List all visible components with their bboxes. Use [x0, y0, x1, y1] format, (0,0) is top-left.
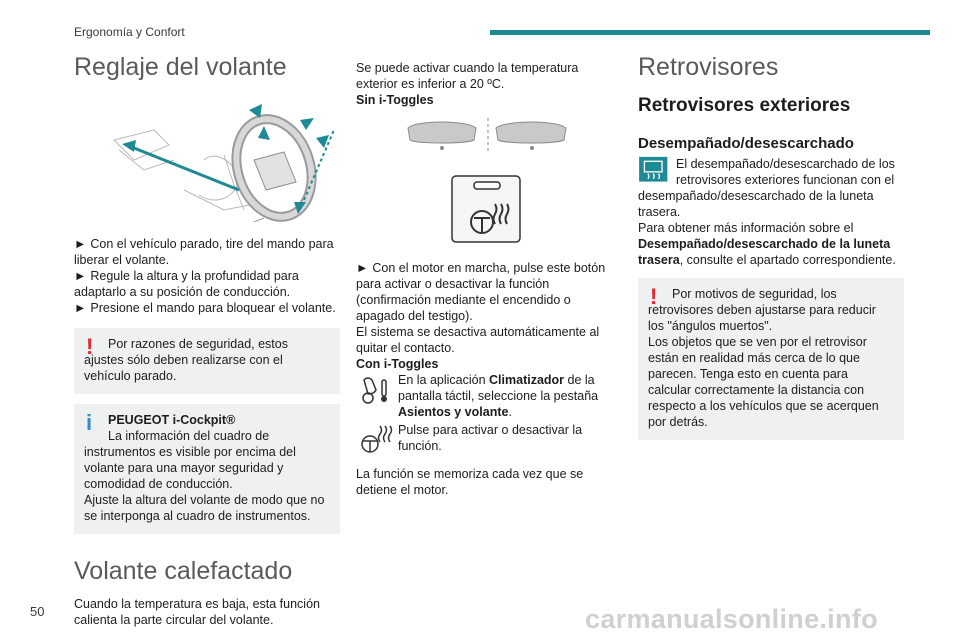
warning-box [74, 328, 340, 394]
warning-text: Por razones de seguridad, estos ajustes sólo deben realizarse con el vehículo parado. [84, 337, 288, 383]
info-box [74, 404, 340, 534]
memory-text: La función se memoriza cada vez que se detiene el motor. [356, 467, 584, 497]
press-instruction: Pulse para activar o desactivar la función. [356, 422, 622, 456]
header-accent-bar [490, 30, 930, 35]
without-toggles-label: Sin i-Toggles [356, 93, 434, 107]
step-item: ► Con el vehículo parado, tire del mando para liberar el volante. [74, 237, 334, 267]
warning-text: Por motivos de seguridad, los retrovisores deben ajustarse para reducir los "ángulos muertos". [648, 287, 876, 333]
step-item: ► Presione el mando para bloquear el volante. [74, 301, 336, 315]
heated-text: Cuando la temperatura es baja, esta función calienta la parte circular del volante. [74, 597, 320, 627]
watermark: carmanualsonline.info [585, 604, 878, 634]
seat-app-icon [356, 372, 394, 406]
defrost-paragraph: El desempañado/desescarchado de los retrovisores exteriores funcionan con el desempañado/desescarchado de la luneta trasera. [638, 157, 895, 219]
subsubsection-title-defrost: Desempañado/desescarchado [638, 135, 854, 152]
info-icon: i [86, 410, 93, 435]
more-info-text: Para obtener más información sobre el Desempañado/desescarchado de la luneta trasera, consulte el apartado correspondiente. [638, 221, 896, 267]
subsection-title-exterior: Retrovisores exteriores [638, 95, 851, 116]
auto-off-text: El sistema se desactiva automáticamente al quitar el contacto. [356, 325, 600, 355]
heated-steering-button-illustration [356, 114, 622, 246]
step-item: ► Regule la altura y la profundidad para adaptarlo a su posición de conducción. [74, 269, 299, 299]
running-header: Ergonomía y Confort [74, 25, 185, 39]
app-instruction: En la aplicación Climatizador de la pantalla táctil, seleccione la pestaña Asientos y volante. [356, 372, 622, 420]
steering-steps [74, 236, 340, 316]
info-text-2: Ajuste la altura del volante de modo que no se interponga al cuadro de instrumentos. [84, 493, 325, 523]
column-mirrors [638, 52, 904, 440]
warning-icon: ! [650, 284, 658, 309]
section-title-mirrors: Retrovisores [638, 53, 779, 81]
step-item: ► Con el motor en marcha, pulse este botón para activar o desactivar la función (confirmación mediante el encendido o apagado del testigo). [356, 261, 606, 323]
warning-icon: ! [86, 334, 94, 359]
with-toggles-label: Con i-Toggles [356, 357, 439, 371]
warning-text-2: Los objetos que se ven por el retrovisor están en realidad más cerca de lo que parecen. Tenga esto en cuenta para calcular correctamente la distancia con respecto a los vehículos que se acerquen por detrás. [648, 335, 879, 429]
cross-reference: Desempañado/desescarchado de la luneta trasera [638, 237, 891, 267]
heated-steering-icon [356, 422, 394, 456]
section-title-heated: Volante calefactado [74, 557, 293, 585]
warning-box [638, 278, 904, 440]
info-title: PEUGEOT i-Cockpit® [108, 413, 236, 427]
steering-adjust-illustration [74, 90, 340, 222]
info-text: La información del cuadro de instrumentos es visible por encima del volante para una mayor seguridad y comodidad de conducción. [84, 429, 296, 491]
intro-text: Se puede activar cuando la temperatura exterior es inferior a 20 ºC. [356, 61, 579, 91]
page-number: 50 [30, 604, 45, 619]
column-heated-steering [356, 60, 622, 498]
section-title-steering: Reglaje del volante [74, 53, 287, 81]
rear-defrost-icon [638, 156, 672, 186]
column-steering [74, 52, 340, 628]
